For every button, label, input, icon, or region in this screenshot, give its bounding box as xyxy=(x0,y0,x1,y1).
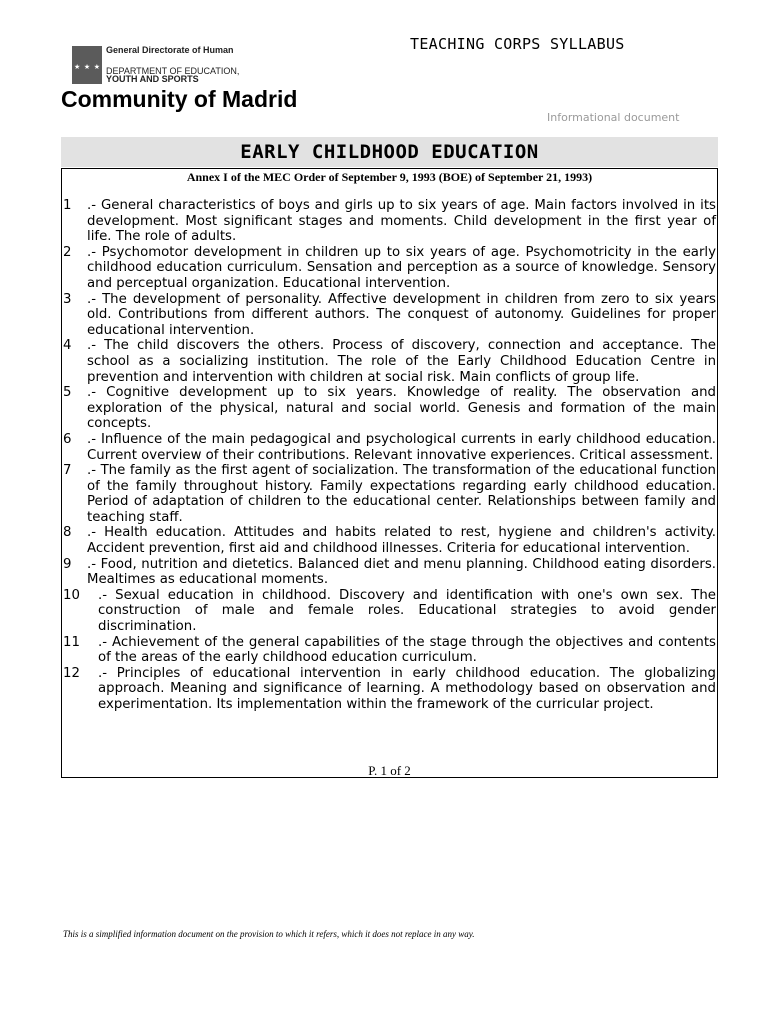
annex-reference: Annex I of the MEC Order of September 9, 1993 (BOE) of September 21, 1993) xyxy=(186,170,593,184)
topic-item xyxy=(62,432,716,463)
topic-number: 10 xyxy=(63,587,80,603)
topic-item xyxy=(62,525,716,556)
topic-separator: .- xyxy=(98,665,117,681)
topic-item xyxy=(62,338,716,385)
topic-number: 6 xyxy=(63,431,72,447)
topic-body xyxy=(87,432,716,463)
topic-item xyxy=(62,463,716,525)
topic-item xyxy=(62,245,716,292)
topic-number: 4 xyxy=(63,338,72,354)
topic-body xyxy=(87,292,716,339)
topic-separator: .- xyxy=(87,385,107,401)
stars-icon: ★ ★ ★ xyxy=(74,63,100,71)
topic-list xyxy=(62,198,716,713)
topic-number: 7 xyxy=(63,463,72,479)
topic-text: The family as the first agent of socialization. The transformation of the educational function of the family throughout history. Family expectations regarding early childhood education. Period of adaptation of children to the educational center. Relationships between family and teaching staff. xyxy=(87,463,716,525)
topic-text: The development of personality. Affective development in children from zero to six years old. Contributions from different authors. The conquest of autonomy. Guidelines for proper educational intervention. xyxy=(87,291,716,338)
topic-number: 1 xyxy=(63,198,72,213)
document-title: TEACHING CORPS SYLLABUS xyxy=(410,35,625,53)
topic-body xyxy=(98,635,716,666)
topic-body xyxy=(98,666,716,713)
topic-text: Food, nutrition and dietetics. Balanced diet and menu planning. Childhood eating disorders. Mealtimes as educational moments. xyxy=(87,556,716,588)
topic-number: 2 xyxy=(63,244,72,260)
madrid-stars-flag-icon xyxy=(72,46,102,84)
department-block xyxy=(106,45,256,84)
section-title-band xyxy=(61,137,718,167)
topic-item xyxy=(62,292,716,339)
topic-body xyxy=(87,463,716,525)
topic-text: General characteristics of boys and girls up to six years of age. Main factors involved in its development. Most significant stages and moments. Child development in the first year of life. The role of adults. xyxy=(87,198,716,245)
org-name: General Directorate of Human xyxy=(106,45,234,55)
disclaimer: This is a simplified information document on the provision to which it refers, which it does not replace in any way. xyxy=(63,929,475,939)
topic-number: 11 xyxy=(63,634,80,650)
topic-text: Sexual education in childhood. Discovery and identification with one's own sex. The construction of male and female roles. Educational strategies to avoid gender discrimination. xyxy=(98,587,716,635)
syllabus-box xyxy=(61,168,718,778)
topic-separator: .- xyxy=(87,525,105,541)
topic-separator: .- xyxy=(87,463,101,479)
topic-separator: .- xyxy=(87,556,101,572)
topic-body xyxy=(87,338,716,385)
topic-item xyxy=(62,557,716,588)
topic-text: Principles of educational intervention in early childhood education. The globalizing approach. Meaning and significance of learning. A methodology based on observation and experimentation. Its implementation within the framework of the curricular project. xyxy=(98,665,716,712)
document-type-label: Informational document xyxy=(547,111,680,124)
topic-body xyxy=(98,588,716,635)
topic-text: Achievement of the general capabilities of the stage through the objectives and contents of the areas of the early childhood education curriculum. xyxy=(98,634,716,666)
topic-item xyxy=(62,588,716,635)
topic-separator: .- xyxy=(87,198,101,213)
topic-item xyxy=(62,666,716,713)
topic-number: 9 xyxy=(63,556,72,572)
department-name: DEPARTMENT OF EDUCATION, xyxy=(106,66,240,76)
topic-separator: .- xyxy=(87,431,101,447)
topic-separator: .- xyxy=(87,244,102,260)
topic-text: The child discovers the others. Process of discovery, connection and acceptance. The school as a socializing institution. The role of the Early Childhood Education Centre in prevention and intervention with children at social risk. Main conflicts of group life. xyxy=(87,338,716,385)
topic-separator: .- xyxy=(98,587,116,603)
page-number: P. 1 of 2 xyxy=(368,763,411,778)
topic-item xyxy=(62,385,716,432)
topic-text: Influence of the main pedagogical and psychological currents in early childhood education. Current overview of their contributions. Relevant innovative experiences. Critical assessment. xyxy=(87,431,716,463)
section-title: EARLY CHILDHOOD EDUCATION xyxy=(240,141,539,163)
topic-body xyxy=(87,525,716,556)
topic-text: Psychomotor development in children up to six years of age. Psychomotricity in the early childhood education curriculum. Sensation and perception as a source of knowledge. Sensory and perceptual organization. Educational intervention. xyxy=(87,244,716,291)
topic-number: 3 xyxy=(63,291,72,307)
topic-number: 8 xyxy=(63,525,72,541)
topic-item xyxy=(62,635,716,666)
topic-separator: .- xyxy=(87,291,103,307)
topic-item xyxy=(62,198,716,245)
topic-body xyxy=(87,245,716,292)
topic-body xyxy=(87,385,716,432)
topic-body xyxy=(87,557,716,588)
topic-separator: .- xyxy=(98,634,113,650)
topic-body xyxy=(87,198,716,245)
topic-text: Health education. Attitudes and habits related to rest, hygiene and children's activity. Accident prevention, first aid and childhood illnesses. Criteria for educational intervention. xyxy=(87,525,716,557)
topic-number: 5 xyxy=(63,385,72,401)
region-name: Community of Madrid xyxy=(61,86,298,112)
topic-separator: .- xyxy=(87,338,105,354)
department-name-line2: YOUTH AND SPORTS xyxy=(106,74,199,84)
topic-number: 12 xyxy=(63,665,80,681)
topic-text: Cognitive development up to six years. Knowledge of reality. The observation and exploration of the physical, natural and social world. Genesis and formation of the main concepts. xyxy=(87,385,716,432)
